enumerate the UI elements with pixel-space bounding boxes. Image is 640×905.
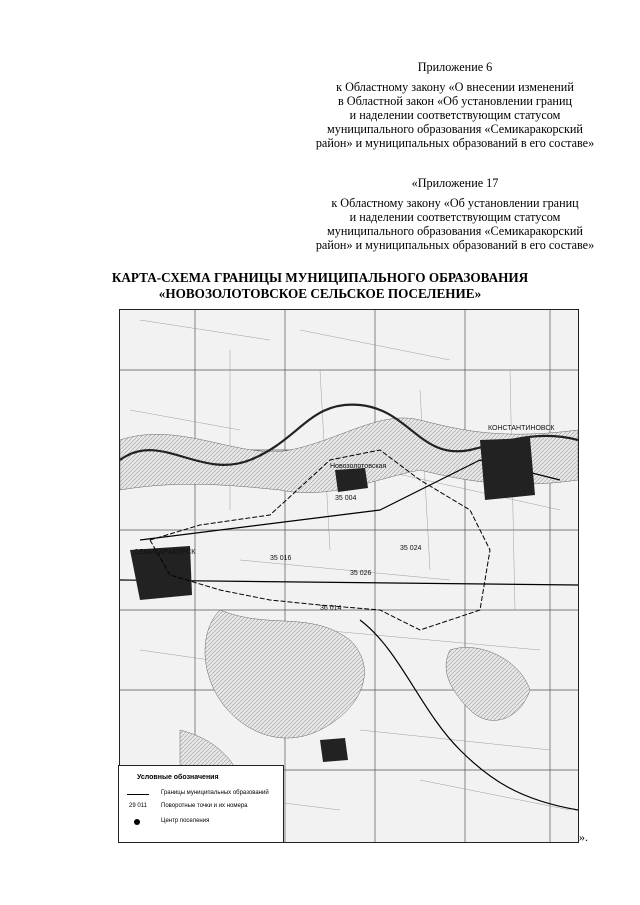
settlement-center-icon	[134, 819, 140, 825]
legend-title: Условные обозначения	[137, 774, 219, 781]
boundary-line-icon	[127, 794, 149, 795]
map-graphic	[120, 310, 578, 842]
map-scheme	[119, 309, 579, 843]
map-title	[40, 270, 600, 302]
label-novozolotovskaya: Новозолотовская	[330, 463, 387, 470]
label-point: 35 004	[335, 495, 357, 502]
label-point: 35 024	[400, 545, 422, 552]
label-point: 35 016	[270, 555, 292, 562]
appendix-6-line: район» и муниципальных образований в его составе»	[315, 136, 595, 150]
legend-item-center	[125, 816, 281, 828]
legend-item-points	[125, 801, 281, 813]
legend-label: Центр поселения	[161, 818, 210, 824]
appendix-17-block	[270, 176, 640, 252]
map-title-line-2: «НОВОЗОЛОТОВСКОЕ СЕЛЬСКОЕ ПОСЕЛЕНИЕ»	[158, 286, 482, 301]
appendix-6-block	[270, 60, 640, 150]
appendix-6-heading: Приложение 6	[417, 60, 493, 74]
label-konstantinovsk: КОНСТАНТИНОВСК	[488, 425, 555, 432]
appendix-6-line: и наделении соответствующим статусом	[349, 108, 561, 122]
label-point: 35 026	[350, 570, 372, 577]
legend-label: Границы муниципальных образований	[161, 790, 269, 796]
label-semikarakorsk: СЕМИКАРАКОРСК	[134, 549, 196, 556]
legend-item-boundary	[125, 788, 281, 800]
map-title-line-1: КАРТА-СХЕМА ГРАНИЦЫ МУНИЦИПАЛЬНОГО ОБРАЗОВАНИЯ	[111, 270, 529, 285]
appendix-6-line: муниципального образования «Семикаракорский	[327, 122, 583, 136]
appendix-6-line: к Областному закону «О внесении изменений	[336, 80, 574, 94]
closing-quote: ».	[579, 830, 588, 844]
appendix-17-line: и наделении соответствующим статусом	[349, 210, 561, 224]
label-point: 36 014	[320, 605, 342, 612]
legend-label: Поворотные точки и их номера	[161, 803, 248, 809]
map-legend	[118, 765, 284, 843]
appendix-17-line: к Областному закону «Об установлении границ	[331, 196, 579, 210]
appendix-17-line: муниципального образования «Семикаракорский	[327, 224, 583, 238]
appendix-17-heading: «Приложение 17	[411, 176, 499, 190]
appendix-6-line: в Областной закон «Об установлении границ	[337, 94, 572, 108]
legend-code: 29 011	[129, 803, 147, 809]
appendix-17-line: район» и муниципальных образований в его составе»	[315, 238, 595, 252]
